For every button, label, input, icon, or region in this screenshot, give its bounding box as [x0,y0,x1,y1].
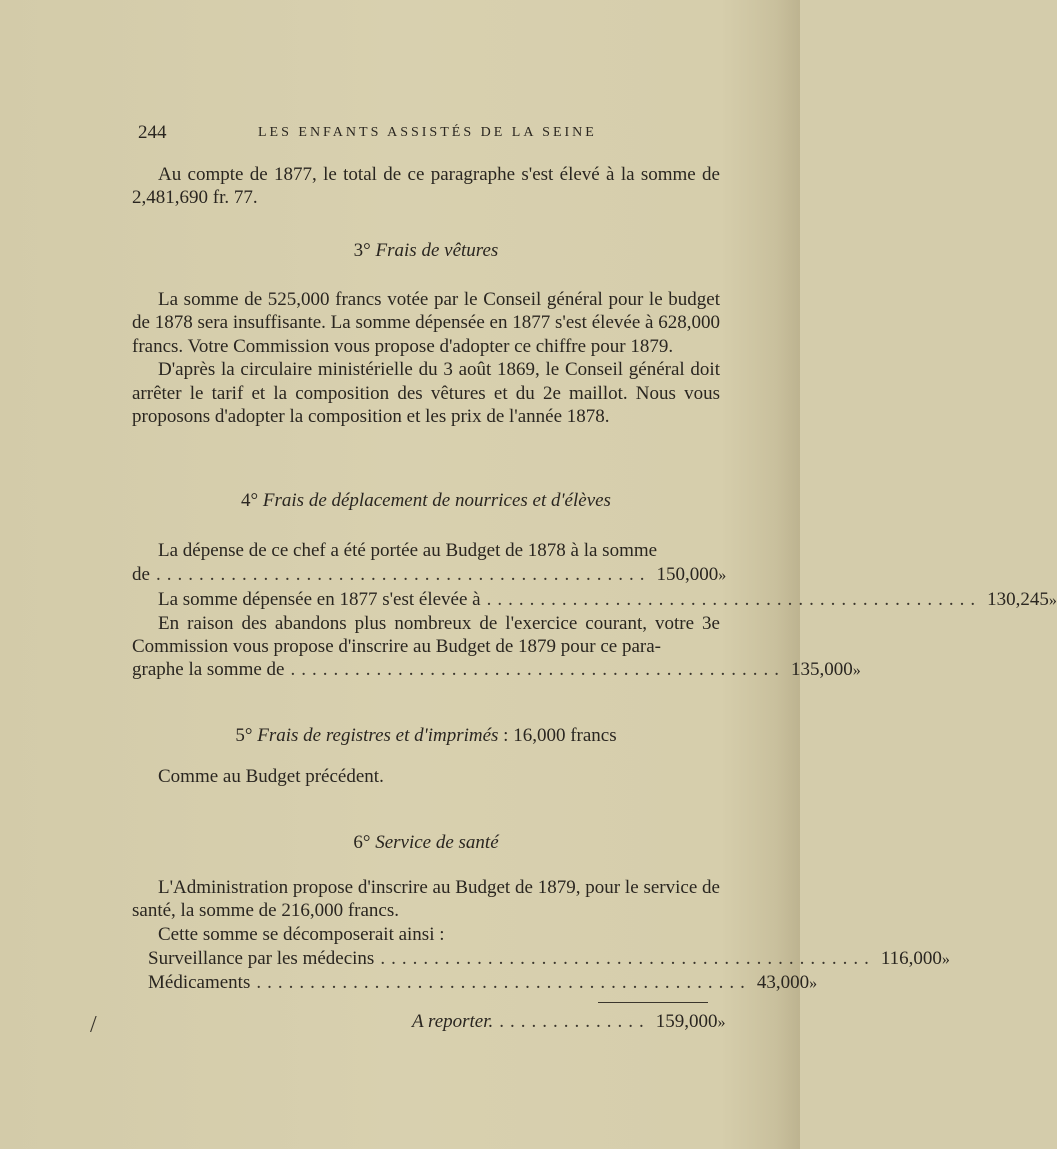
dot-leader: .............................................. [486,589,982,610]
dot-leader: .............. [499,1011,650,1032]
page-number: 244 [138,122,167,143]
section-4-heading: 4° Frais de déplacement de nourrices et d'élèves [241,490,611,511]
section-4-row-spent: La somme dépensée en 1877 s'est élevée à .............................................. 130,245 » [158,589,1057,610]
section-4-intro: La dépense de ce chef a été portée au Budget de 1878 à la somme [158,540,658,561]
section-3-paragraph: D'après la circulaire ministérielle du 3 août 1869, le Conseil général doit arrêter le tarif et la composition des vêtures et du 2e maillot. Nous vous proposons d'adopter la composition et les prix de l'année 1878. [132,359,720,428]
section-3-heading: 3° Frais de vêtures [353,240,499,261]
dot-leader: .............................................. [380,948,875,969]
paragraph-1877-total: Au compte de 1877, le total de ce paragraphe s'est élevé à la somme de 2,481,690 fr. 77. [132,164,720,209]
section-3-body [132,288,720,428]
running-title: LES ENFANTS ASSISTÉS DE LA SEINE [258,125,597,140]
section-4-row-proposed: graphe la somme de .............................................. 135,000 » [132,659,861,680]
dot-leader: .............................................. [256,972,751,993]
section-6-heading: 6° Service de santé [353,832,499,853]
sum-rule [598,1002,708,1003]
section-5-body: Comme au Budget précédent. [158,766,384,787]
section-6-row-medicaments: Médicaments .............................................. 43,000 » [148,972,818,993]
section-6-row-surveillance: Surveillance par les médecins .............................................. 116,000 » [148,948,950,969]
margin-pencil-mark: / [90,1012,97,1038]
section-6-body: L'Administration propose d'inscrire au Budget de 1879, pour le service de santé, la somme de 216,000 francs. Cette somme se décomposerait ainsi : [132,877,720,945]
section-4-proposal: En raison des abandons plus nombreux de l'exercice courant, votre 3e Commission vous propose d'inscrire au Budget de 1879 pour ce para- [132,613,720,658]
section-5-heading: 5° Frais de registres et d'imprimés : 16,000 francs [235,725,617,746]
section-4-row-budget: de .............................................. 150,000 » [132,564,727,585]
dot-leader: .............................................. [155,564,651,585]
carry-forward-row: A reporter. .............. 159,000 » [412,1011,726,1032]
dot-leader: .............................................. [290,659,785,680]
section-3-paragraph: La somme de 525,000 francs votée par le Conseil général pour le budget de 1878 sera insuffisante. La somme dépensée en 1877 s'est élevée à 628,000 francs. Votre Commission vous propose d'adopter ce chiffre pour 1879. [132,289,720,357]
running-head [138,122,708,144]
